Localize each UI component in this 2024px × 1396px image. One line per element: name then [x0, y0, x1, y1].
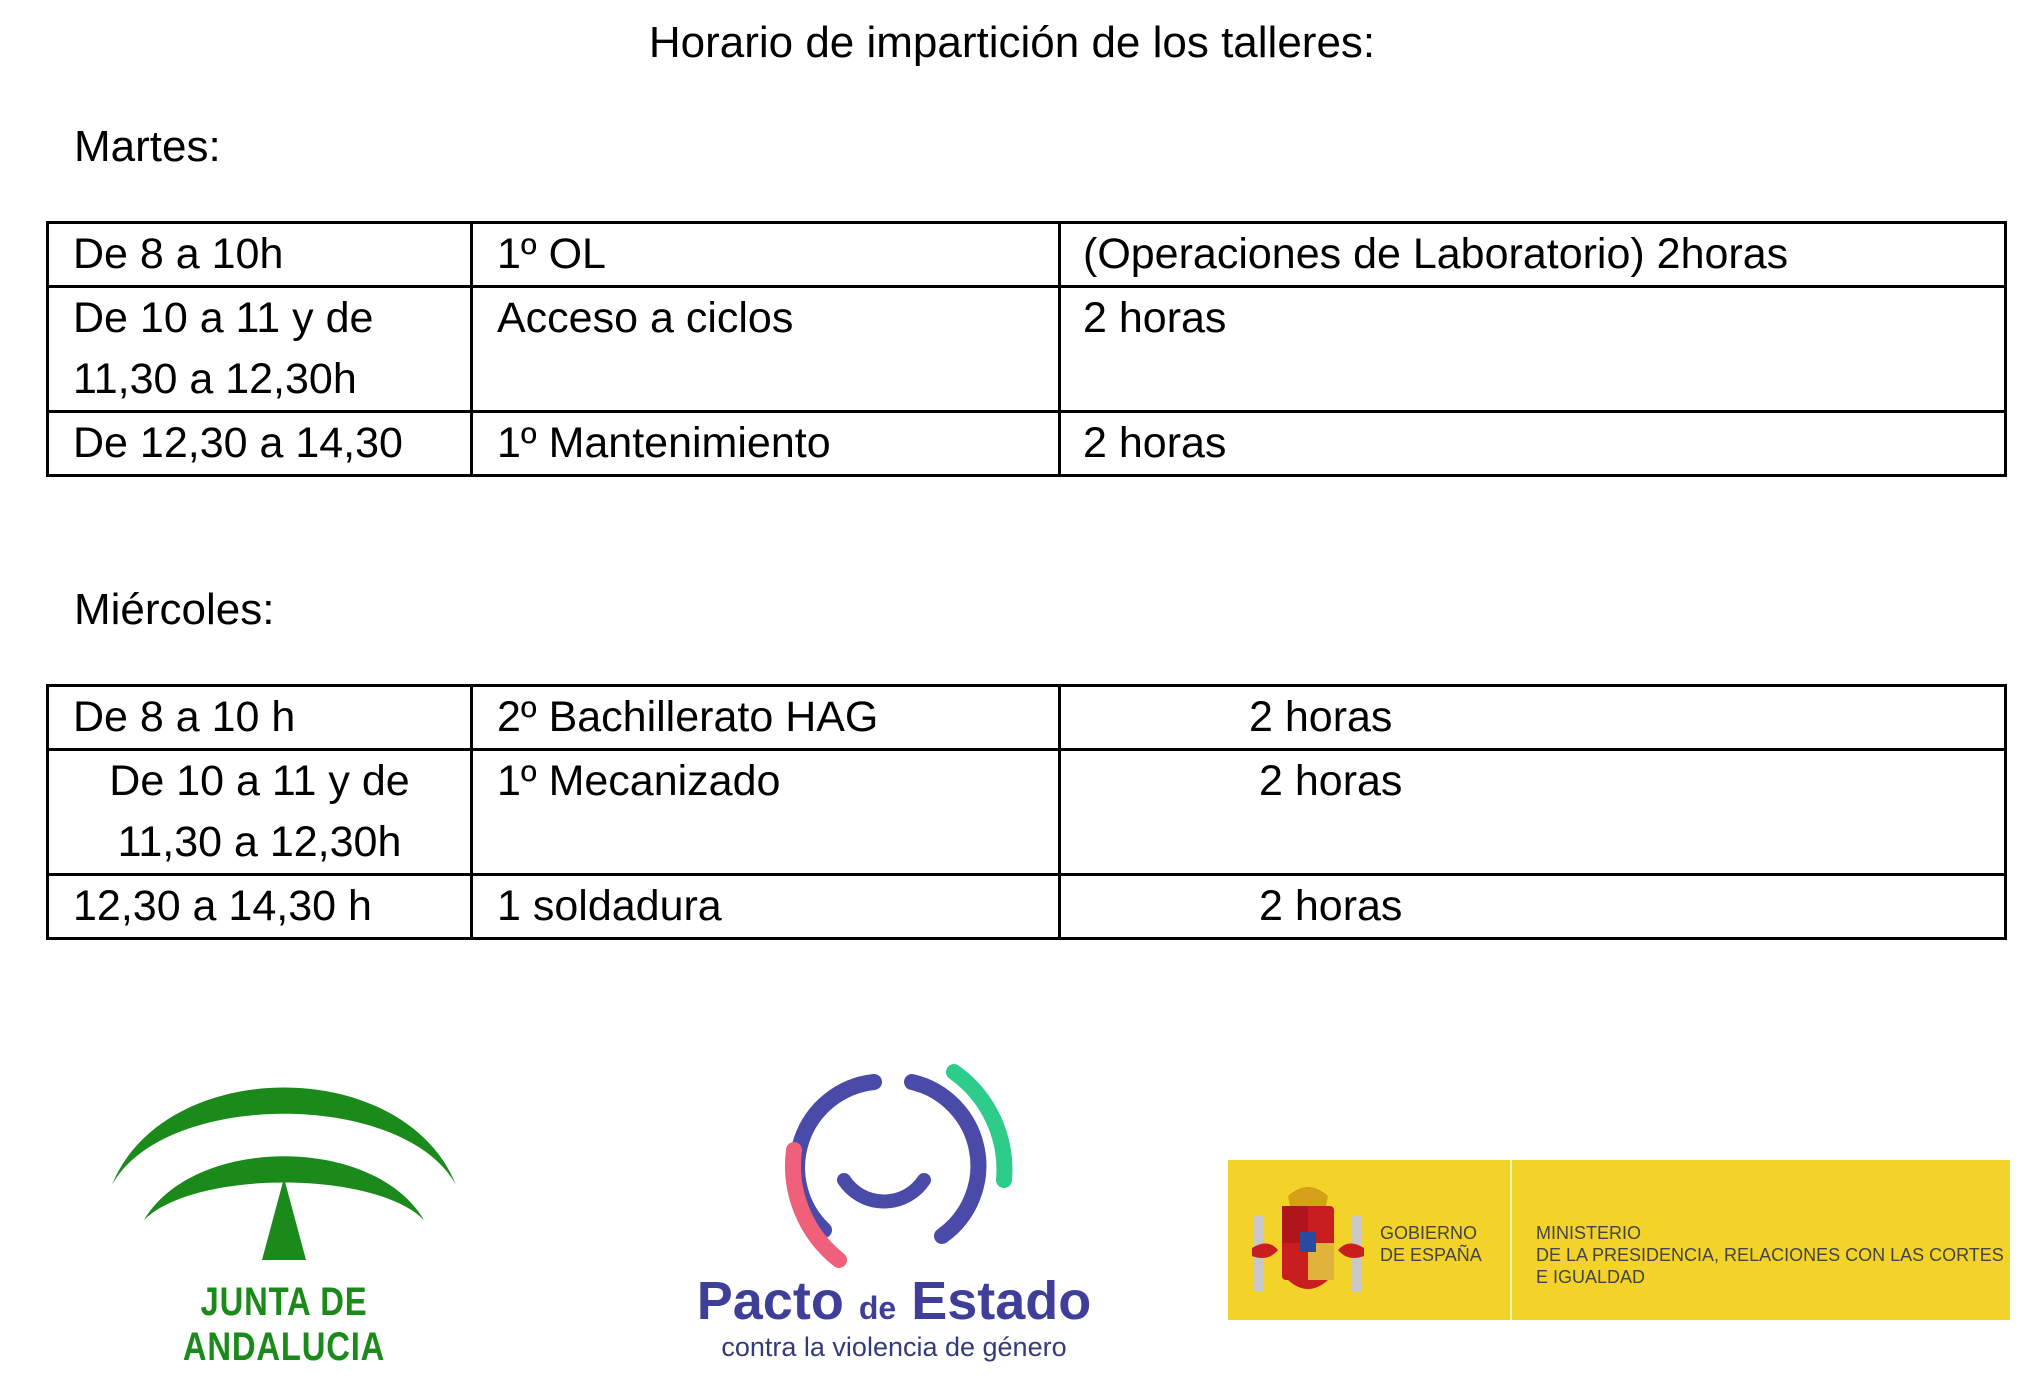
group-cell: 1º OL [472, 223, 1060, 287]
time-cell: De 8 a 10h [48, 223, 472, 287]
ministerio-text: MINISTERIO DE LA PRESIDENCIA, RELACIONES CON LAS CORTES E IGUALDAD [1536, 1223, 2004, 1287]
group-cell: 1 soldadura [472, 875, 1060, 939]
pacto-logo-subtitle: contra la violencia de género [721, 1332, 1067, 1362]
group-cell: 1º Mecanizado [472, 750, 1060, 875]
duration-cell: 2 horas [1060, 875, 2006, 939]
time-cell: De 10 a 11 y de 11,30 a 12,30h [48, 750, 472, 875]
junta-arcs-icon [104, 1060, 464, 1280]
logo-divider [1510, 1160, 1512, 1320]
time-cell: De 10 a 11 y de 11,30 a 12,30h [48, 287, 472, 412]
coat-of-arms-icon [1248, 1176, 1368, 1306]
time-cell: De 12,30 a 14,30 [48, 412, 472, 476]
group-cell: 1º Mantenimiento [472, 412, 1060, 476]
duration-cell: 2 horas [1060, 412, 2006, 476]
time-cell: De 8 a 10 h [48, 686, 472, 750]
duration-cell: 2 horas [1060, 287, 2006, 412]
junta-de-andalucia-logo [104, 1060, 464, 1369]
gobierno-text: GOBIERNO DE ESPAÑA [1380, 1223, 1482, 1265]
miercoles-heading: Miércoles: [74, 585, 275, 634]
table-row [48, 750, 2006, 875]
table-row [48, 287, 2006, 412]
duration-cell: 2 horas [1060, 750, 2006, 875]
page-title: Horario de impartición de los talleres: [648, 18, 1376, 67]
group-cell: 2º Bachillerato HAG [472, 686, 1060, 750]
table-row [48, 875, 2006, 939]
pacto-de-estado-logo [684, 1060, 1104, 1380]
gobierno-de-espana-logo [1228, 1160, 2010, 1320]
duration-cell: 2 horas [1060, 686, 2006, 750]
time-cell: 12,30 a 14,30 h [48, 875, 472, 939]
pacto-circle-icon [684, 1060, 1104, 1270]
miercoles-table [46, 684, 2007, 940]
group-cell: Acceso a ciclos [472, 287, 1060, 412]
pacto-logo-title: Pacto de Estado [696, 1271, 1092, 1331]
table-row [48, 223, 2006, 287]
footer-logos [0, 1060, 2024, 1380]
martes-heading: Martes: [74, 122, 221, 171]
table-row [48, 412, 2006, 476]
table-row [48, 686, 2006, 750]
martes-table [46, 221, 2007, 477]
duration-cell: (Operaciones de Laboratorio) 2horas [1060, 223, 2006, 287]
junta-logo-text: JUNTA DE ANDALUCIA [182, 1280, 386, 1369]
